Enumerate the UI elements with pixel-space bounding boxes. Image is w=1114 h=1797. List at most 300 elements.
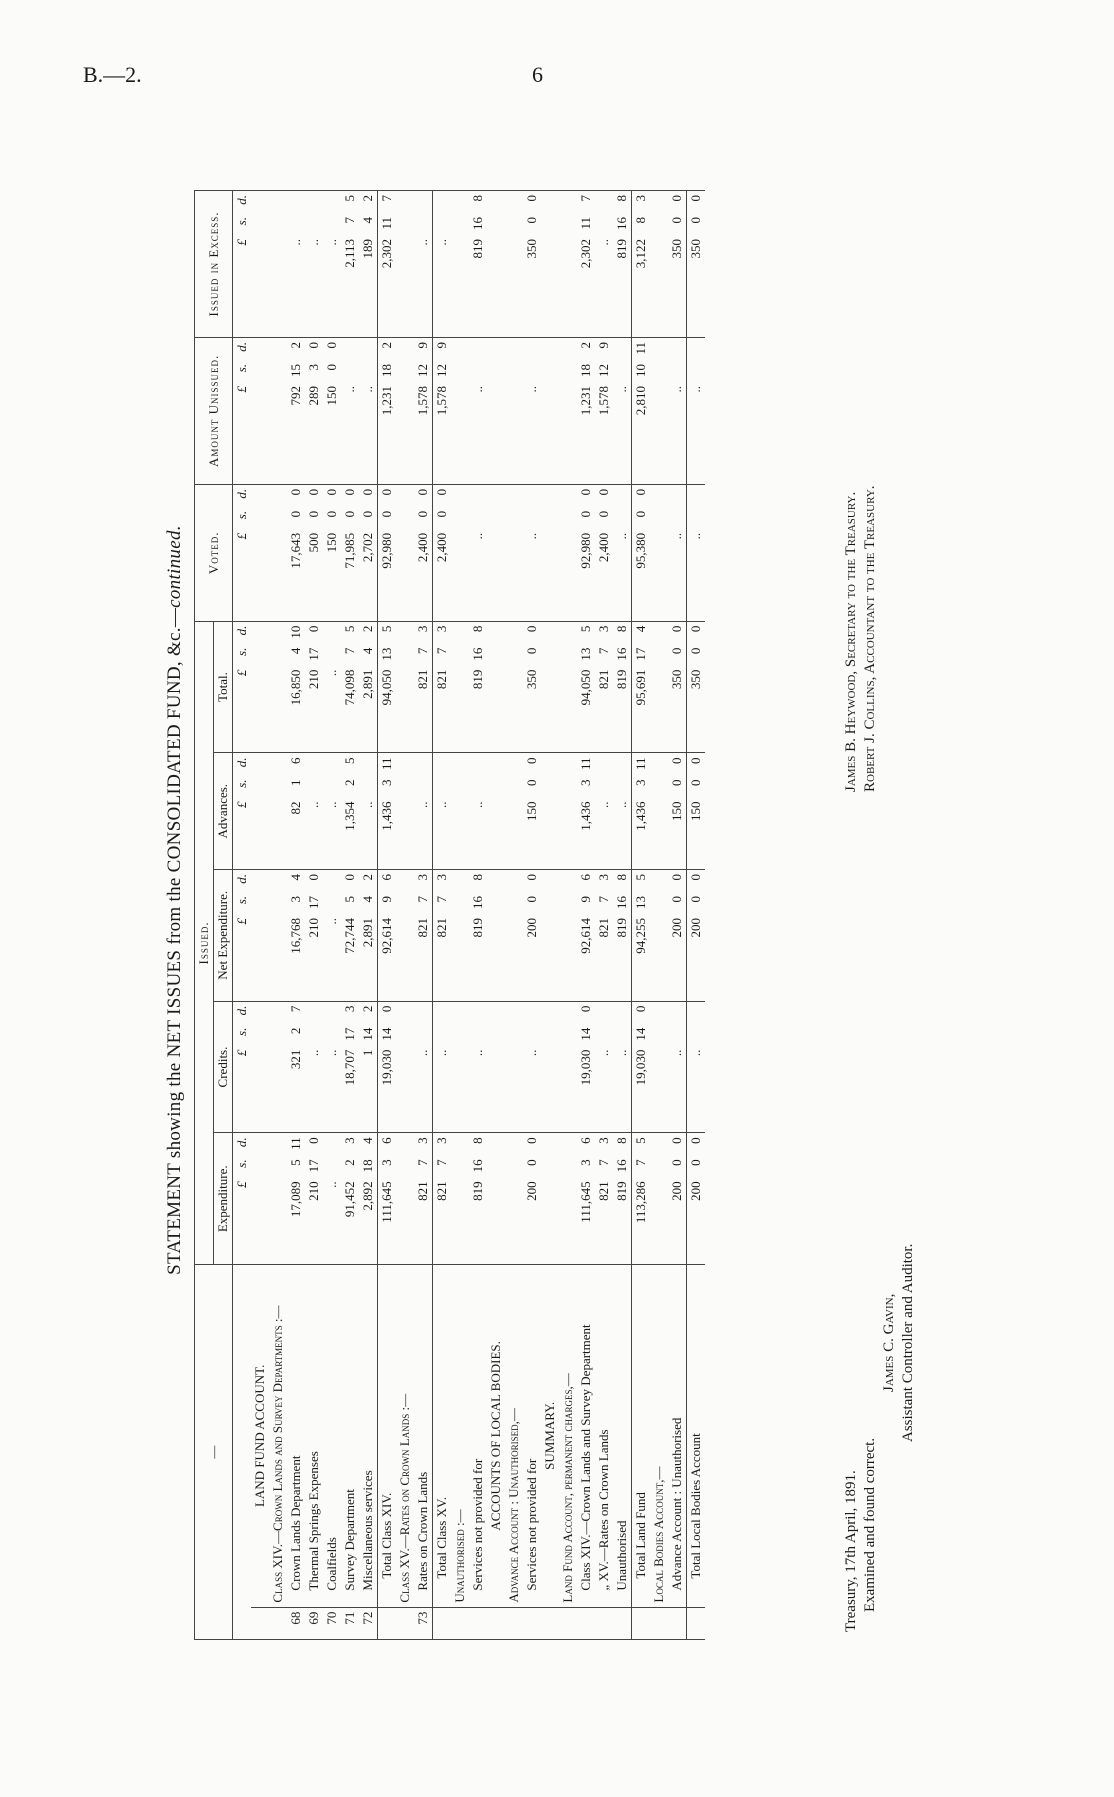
cell-exc-pounds: ..	[324, 239, 339, 246]
cell-cred	[323, 1001, 341, 1133]
units-exp-shillings: s.	[234, 1159, 249, 1168]
row-num	[505, 1607, 523, 1639]
cell-cred-pounds: ..	[688, 1049, 703, 1057]
units-adv-shillings: s.	[234, 779, 249, 788]
cell-exp-pence: 6	[379, 1137, 394, 1144]
cell-exp	[378, 1133, 397, 1265]
cell-net-pounds: 210	[306, 917, 321, 938]
cell-adv-pence: 11	[379, 757, 394, 770]
row-num: 71	[341, 1607, 359, 1639]
empty-cell	[487, 337, 505, 484]
cell-cred-shillings: 17	[342, 1027, 357, 1041]
empty-cell	[487, 484, 505, 621]
cell-unis	[323, 337, 341, 484]
total-row	[687, 191, 706, 1640]
empty-cell	[269, 191, 287, 338]
cell-unis	[523, 337, 541, 484]
cell-cred	[305, 1001, 323, 1133]
cell-adv-shillings: 3	[578, 779, 593, 786]
cell-tot-pence: 5	[379, 625, 394, 633]
cell-tot-pounds: 16,850	[288, 669, 303, 706]
cell-exc-pounds: ..	[306, 239, 321, 246]
row-num: 72	[359, 1607, 378, 1639]
cell-tot	[687, 621, 706, 753]
cell-exc-shillings: 7	[342, 217, 357, 224]
cell-voted-pence: 0	[342, 488, 357, 496]
cell-exp-shillings: 7	[596, 1159, 611, 1166]
cell-net-pence: 5	[633, 873, 648, 881]
cell-voted-pounds: 2,702	[360, 532, 375, 563]
row-num	[650, 1607, 668, 1639]
cell-adv	[433, 753, 452, 870]
footer-secretary: James B. Heywood, Secretary to the Treasury.	[843, 491, 859, 792]
cell-cred-shillings	[669, 1028, 685, 1050]
row-label: Services not provided for	[469, 1265, 487, 1607]
cell-tot	[469, 621, 487, 753]
cell-exp	[287, 1133, 305, 1265]
cell-unis-pence	[614, 342, 630, 364]
cell-exc-pence: 5	[342, 195, 357, 202]
cell-tot-pence: 3	[596, 625, 611, 633]
cell-exp-pounds: 113,286	[633, 1181, 648, 1224]
cell-unis-pence: 0	[324, 341, 339, 349]
cell-exp-shillings: 18	[360, 1159, 375, 1173]
cell-exp	[687, 1133, 706, 1265]
empty-cell	[451, 337, 469, 484]
cell-cred-pounds: ..	[415, 1049, 430, 1057]
cell-voted-pence: 0	[578, 488, 593, 496]
cell-cred-pence: 0	[379, 1005, 394, 1013]
units-voted-shillings: s.	[234, 510, 249, 520]
cell-net	[378, 869, 397, 1001]
cell-exc	[632, 191, 651, 338]
cell-tot-pounds: 821	[596, 669, 611, 690]
cell-voted-pence: 0	[288, 488, 303, 496]
cell-net-pounds: 821	[434, 917, 449, 938]
table-row	[359, 191, 378, 1640]
cell-exc-pence	[415, 195, 431, 217]
cell-adv-shillings	[360, 779, 376, 801]
cell-adv	[577, 753, 595, 870]
cell-adv-pounds: 150	[669, 801, 684, 821]
cell-voted-pence: 0	[360, 488, 375, 496]
cell-net-pence: 8	[614, 873, 629, 881]
cell-exp-pence: 6	[578, 1137, 593, 1144]
cell-tot	[632, 621, 651, 753]
cell-net-shillings: 16	[614, 895, 629, 909]
cell-exc-pence	[596, 195, 612, 217]
cell-unis	[433, 337, 452, 484]
cell-net-pounds: 821	[596, 917, 611, 938]
units-unis-shillings: s.	[234, 363, 249, 373]
cell-net	[613, 869, 632, 1001]
cell-exc-shillings: 0	[688, 217, 703, 224]
cell-unis	[378, 337, 397, 484]
cell-voted-pounds: 95,380	[633, 532, 648, 569]
cell-unis-pence	[360, 342, 376, 364]
cell-adv-pounds: ..	[306, 801, 321, 808]
row-label: Survey Department	[341, 1265, 359, 1607]
cell-adv-pence	[360, 757, 376, 779]
cell-cred	[687, 1001, 706, 1133]
empty-cell	[505, 484, 523, 621]
row-num	[469, 1607, 487, 1639]
cell-tot-pence: 2	[360, 625, 375, 633]
cell-cred-shillings	[415, 1028, 431, 1050]
cell-tot-pence: 0	[306, 625, 321, 633]
col-head-net-expenditure: Net Expenditure.	[214, 869, 233, 1001]
empty-cell	[396, 753, 414, 870]
cell-net-shillings: 0	[669, 895, 684, 903]
cell-adv-shillings: 3	[379, 779, 394, 786]
cell-tot	[577, 621, 595, 753]
table-row	[523, 191, 541, 1640]
cell-cred-pounds: 321	[288, 1049, 303, 1070]
cell-net-pence: 6	[379, 873, 394, 881]
table-row	[613, 191, 632, 1640]
empty-cell	[269, 621, 287, 753]
cell-voted-pounds: 71,985	[342, 532, 357, 569]
cell-cred-pence: 3	[342, 1005, 357, 1013]
cell-cred-pounds: ..	[306, 1049, 321, 1057]
section-heading-row	[541, 191, 559, 1640]
cell-voted-shillings	[524, 511, 540, 533]
cell-tot-pounds: 74,098	[342, 669, 357, 706]
cell-unis-pounds: ..	[342, 385, 357, 393]
cell-voted	[668, 484, 687, 621]
row-num: 73	[414, 1607, 433, 1639]
section-heading-row	[487, 191, 505, 1640]
cell-tot-pence: 8	[470, 625, 485, 633]
cell-unis-pounds: 1,231	[379, 385, 394, 416]
cell-cred-pence	[415, 1006, 431, 1028]
cell-tot-pence: 3	[434, 625, 449, 633]
row-label: Services not provided for	[523, 1265, 541, 1607]
row-label: Rates on Crown Lands	[414, 1265, 433, 1607]
cell-voted	[595, 484, 613, 621]
col-head-advances: Advances.	[214, 753, 233, 870]
cell-net-pence: 0	[688, 873, 703, 881]
cell-exc-pounds: ..	[434, 239, 449, 246]
cell-exp-pence: 5	[633, 1137, 648, 1144]
cell-net-shillings: 5	[342, 895, 357, 903]
section-heading-row	[650, 191, 668, 1640]
cell-voted-pence: 0	[434, 488, 449, 496]
cell-exc-shillings: 16	[470, 217, 485, 230]
row-num	[595, 1607, 613, 1639]
cell-adv	[523, 753, 541, 870]
cell-tot-pence: 4	[633, 625, 648, 633]
footer-auditor	[880, 1244, 918, 1442]
empty-cell	[396, 1133, 414, 1265]
cell-exc	[341, 191, 359, 338]
cell-voted-pounds: ..	[614, 532, 629, 540]
cell-adv-shillings: 0	[688, 779, 703, 786]
cell-net	[287, 869, 305, 1001]
cell-exp-pounds: 821	[596, 1181, 611, 1201]
cell-unis	[359, 337, 378, 484]
cell-unis-pence: 11	[633, 341, 648, 355]
row-num	[613, 1607, 632, 1639]
cell-net	[668, 869, 687, 1001]
cell-adv	[414, 753, 433, 870]
cell-unis	[287, 337, 305, 484]
cell-net-pounds: 821	[415, 917, 430, 938]
row-label: „ XV.—Rates on Crown Lands	[595, 1265, 613, 1607]
units-exc-pounds: £	[234, 239, 249, 246]
empty-cell	[559, 484, 577, 621]
cell-unis-shillings: 18	[578, 363, 593, 377]
cell-unis-shillings: 18	[379, 363, 394, 377]
cell-exp	[613, 1133, 632, 1265]
empty-cell	[487, 621, 505, 753]
row-label: Thermal Springs Expenses	[305, 1265, 323, 1607]
cell-tot-pounds: 95,691	[633, 669, 648, 706]
cell-unis-pounds: ..	[360, 385, 375, 393]
units-unis-pence: d.	[234, 341, 249, 352]
cell-unis-shillings: 12	[596, 363, 611, 377]
cell-voted-pence	[669, 489, 685, 511]
cell-exp	[632, 1133, 651, 1265]
cell-adv	[595, 753, 613, 870]
cell-exc-pounds: 2,113	[342, 239, 357, 268]
cell-tot	[613, 621, 632, 753]
col-head-issued: Issued.	[195, 621, 214, 1264]
cell-net-shillings: 0	[688, 895, 703, 903]
cell-net-pounds: 94,255	[633, 917, 648, 954]
cell-cred-shillings	[434, 1028, 450, 1050]
empty-cell	[451, 1001, 469, 1133]
empty-cell	[269, 337, 287, 484]
cell-voted-shillings: 0	[342, 510, 357, 518]
empty-cell	[559, 869, 577, 1001]
cell-cred-pence	[596, 1006, 612, 1028]
row-num	[668, 1607, 687, 1639]
cell-voted-pence	[614, 489, 630, 511]
cell-exc	[359, 191, 378, 338]
row-label: Total Class XIV.	[378, 1265, 397, 1607]
cell-voted-pence	[524, 489, 540, 511]
cell-net	[469, 869, 487, 1001]
cell-cred-shillings: 14	[360, 1027, 375, 1041]
empty-cell	[451, 753, 469, 870]
cell-unis-pounds: 1,578	[434, 385, 449, 416]
cell-cred-pounds: 1	[360, 1049, 375, 1057]
cell-cred-pounds: 19,030	[379, 1049, 394, 1086]
cell-unis	[595, 337, 613, 484]
footer-auditor-name: James C. Gavin,	[881, 1293, 897, 1392]
cell-exc	[595, 191, 613, 338]
empty-cell	[487, 1133, 505, 1265]
cell-tot-shillings: 17	[633, 647, 648, 661]
empty-cell	[505, 753, 523, 870]
cell-unis-pounds: 1,578	[596, 385, 611, 416]
cell-exp-pence: 3	[596, 1137, 611, 1144]
page-header-ref: B.—2.	[83, 62, 142, 87]
empty-cell	[251, 869, 269, 1001]
cell-exp-pounds: 200	[688, 1181, 703, 1201]
cell-unis-shillings	[360, 364, 376, 386]
section-heading: Unauthorised :—	[451, 1265, 469, 1607]
col-head-total: Total.	[214, 621, 233, 753]
cell-net-pence: 2	[360, 873, 375, 881]
row-num	[523, 1607, 541, 1639]
cell-exc	[469, 191, 487, 338]
section-heading: Land Fund Account, permanent charges,—	[559, 1265, 577, 1607]
cell-exc-pence: 7	[578, 195, 593, 202]
cell-unis-pence: 9	[434, 341, 449, 349]
units-unis-pounds: £	[234, 385, 249, 393]
section-heading: Class XV.—Rates on Crown Lands :—	[396, 1265, 414, 1607]
cell-cred	[577, 1001, 595, 1133]
empty-cell	[650, 337, 668, 484]
cell-exc-pence	[306, 195, 322, 217]
cell-unis-pounds: ..	[524, 385, 539, 393]
units-net	[233, 869, 252, 1001]
empty-cell	[251, 484, 269, 621]
cell-voted	[469, 484, 487, 621]
section-heading-row	[269, 191, 287, 1640]
cell-exp	[577, 1133, 595, 1265]
cell-exc-pence: 8	[614, 195, 629, 202]
cell-unis-pounds: ..	[470, 385, 485, 393]
row-label: Total Class XV.	[433, 1265, 452, 1607]
cell-adv	[341, 753, 359, 870]
cell-exp-shillings: 7	[434, 1159, 449, 1166]
cell-tot-shillings	[324, 648, 340, 670]
section-heading-row	[451, 191, 469, 1640]
table-row	[287, 191, 305, 1640]
cell-voted-pence	[688, 489, 704, 511]
cell-adv-pence	[434, 757, 450, 779]
empty-cell	[269, 869, 287, 1001]
cell-exp-shillings: 0	[688, 1159, 703, 1166]
cell-cred	[341, 1001, 359, 1133]
cell-tot-pounds: 350	[524, 669, 539, 690]
cell-net-shillings: 13	[633, 895, 648, 909]
cell-exp-pounds: 111,645	[578, 1181, 593, 1223]
cell-exc-pounds: ..	[596, 239, 611, 246]
cell-tot-pounds: 819	[470, 669, 485, 690]
cell-unis-pence: 9	[415, 341, 430, 349]
cell-net-pounds: 819	[614, 917, 629, 938]
cell-tot-pounds: 2,891	[360, 669, 375, 699]
units-adv	[233, 753, 252, 870]
cell-adv	[668, 753, 687, 870]
cell-adv	[632, 753, 651, 870]
cell-adv-shillings: 0	[524, 779, 539, 786]
cell-adv-pence	[324, 757, 340, 779]
cell-adv-pounds: 150	[524, 801, 539, 821]
units-unis	[233, 337, 252, 484]
cell-exc	[668, 191, 687, 338]
cell-net-pounds: 92,614	[379, 917, 394, 954]
empty-cell	[269, 1001, 287, 1133]
statement-title-main: STATEMENT showing the NET ISSUES from the CONSOLIDATED FUND, &c.—	[164, 607, 185, 1275]
cell-cred-pence: 2	[360, 1005, 375, 1013]
cell-cred	[523, 1001, 541, 1133]
cell-tot	[414, 621, 433, 753]
cell-net-pence: 0	[342, 873, 357, 881]
cell-exc-pence: 7	[379, 195, 394, 202]
section-heading-row	[251, 191, 269, 1640]
cell-exp-pence: 0	[669, 1137, 684, 1144]
footer-accountant: Robert J. Collins, Accountant to the Treasury.	[862, 485, 878, 792]
cell-adv-pounds: 1,354	[342, 801, 357, 831]
cell-voted	[287, 484, 305, 621]
cell-adv-pence	[306, 757, 322, 779]
cell-tot-shillings: 7	[342, 647, 357, 655]
cell-exp-pounds: ..	[324, 1181, 339, 1188]
cell-unis-shillings	[342, 364, 358, 386]
cell-exp	[433, 1133, 452, 1265]
empty-cell	[487, 753, 505, 870]
cell-exp-pence: 3	[342, 1137, 357, 1144]
cell-unis-shillings	[688, 364, 704, 386]
cell-net-pence: 0	[524, 873, 539, 881]
empty-cell	[451, 621, 469, 753]
footer-examined: Examined and found correct.	[862, 1437, 878, 1612]
footer-left	[842, 1438, 880, 1632]
cell-voted-shillings: 0	[379, 510, 394, 518]
cell-tot-shillings: 0	[524, 647, 539, 655]
cell-unis	[414, 337, 433, 484]
cell-exp	[414, 1133, 433, 1265]
cell-net	[595, 869, 613, 1001]
cell-net-shillings: 4	[360, 895, 375, 903]
row-num: 69	[305, 1607, 323, 1639]
cell-exc-pence	[434, 195, 450, 217]
cell-exc-pence: 2	[360, 195, 375, 202]
cell-adv-shillings	[614, 779, 630, 801]
cell-exp	[341, 1133, 359, 1265]
cell-net-pounds: 92,614	[578, 917, 593, 954]
cell-exp-pence: 11	[288, 1137, 303, 1150]
row-num	[487, 1607, 505, 1639]
cell-unis-pounds: 289	[306, 385, 321, 406]
empty-cell	[396, 484, 414, 621]
cell-exp-shillings: 5	[288, 1159, 303, 1166]
row-num	[433, 1607, 452, 1639]
row-num	[378, 1607, 397, 1639]
cell-net-shillings: 7	[415, 895, 430, 903]
cell-exp-shillings	[324, 1159, 340, 1181]
cell-adv	[359, 753, 378, 870]
cell-voted-shillings	[688, 511, 704, 533]
cell-unis-shillings: 12	[415, 363, 430, 377]
table-row	[414, 191, 433, 1640]
units-exc-shillings: s.	[234, 217, 249, 226]
cell-unis	[341, 337, 359, 484]
cell-voted	[433, 484, 452, 621]
cell-cred-pounds: ..	[434, 1049, 449, 1057]
cell-voted	[323, 484, 341, 621]
cell-cred-shillings	[524, 1028, 540, 1050]
cell-voted-shillings: 0	[434, 510, 449, 518]
cell-tot-shillings: 16	[470, 647, 485, 661]
cell-unis	[632, 337, 651, 484]
empty-cell	[487, 1001, 505, 1133]
units-voted	[233, 484, 252, 621]
cell-unis-pounds: 150	[324, 385, 339, 406]
cell-adv-pounds: 150	[688, 801, 703, 821]
cell-unis-shillings: 12	[434, 363, 449, 377]
cell-exc-pounds: 2,302	[379, 239, 394, 269]
cell-adv	[287, 753, 305, 870]
cell-tot-pounds: ..	[324, 669, 339, 677]
row-label: Miscellaneous services	[359, 1265, 378, 1607]
cell-cred-pence: 0	[633, 1005, 648, 1013]
